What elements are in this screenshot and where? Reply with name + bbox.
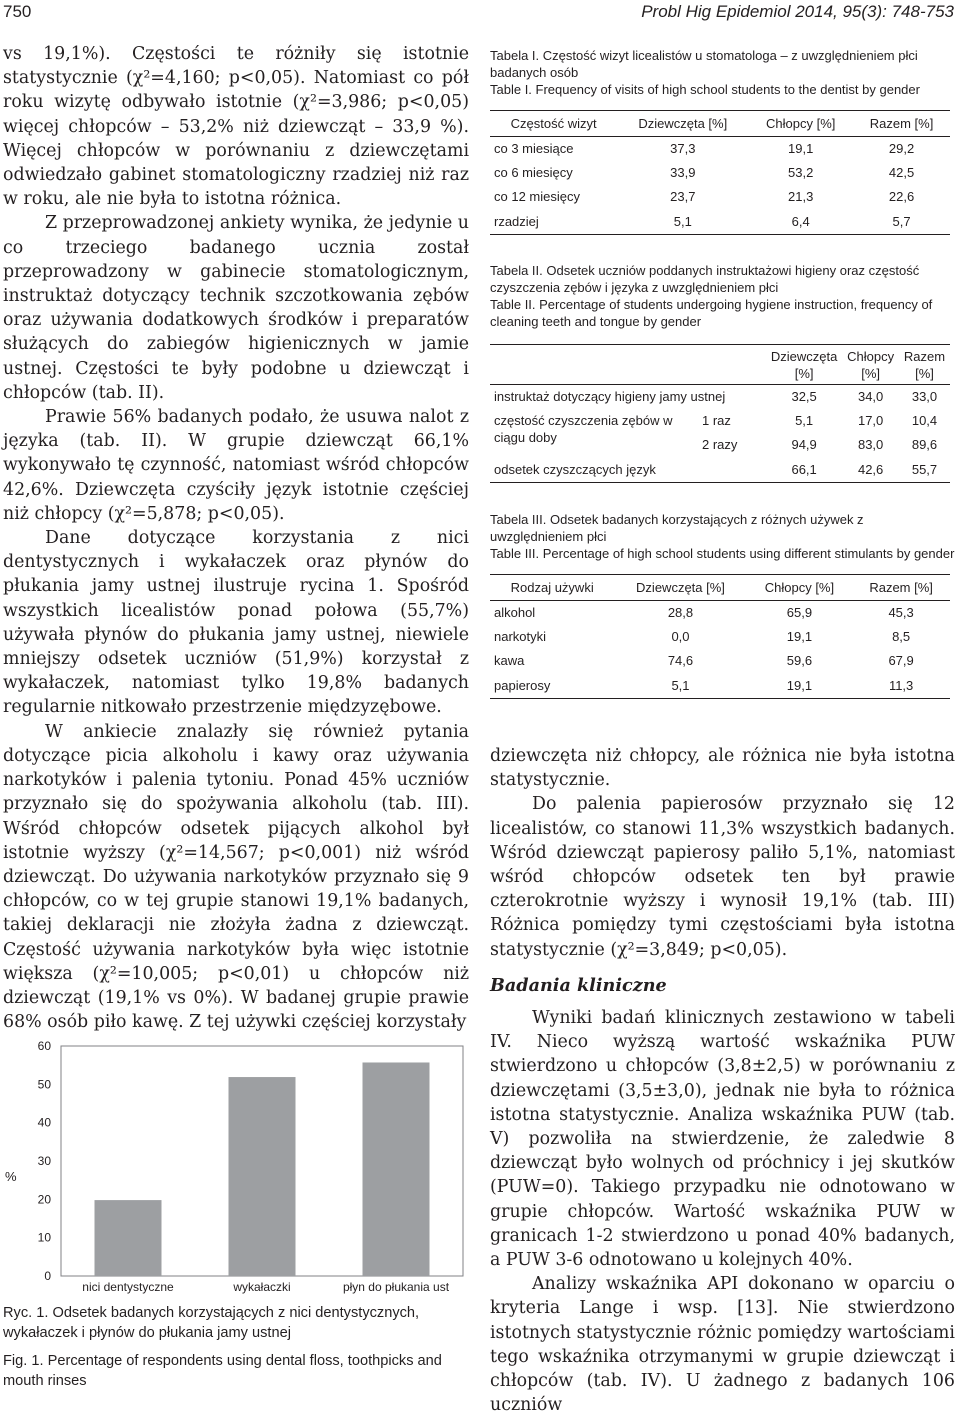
table-cell: 1 raz (702, 413, 731, 428)
table-2-caption-pl: Tabela II. Odsetek uczniów poddanych instruktażowi higieny oraz częstość czyszczenia zębów i języka z uwzględnieniem płci (490, 263, 920, 295)
table-1-caption-en: Table I. Frequency of visits of high school students to the dentist by gender (490, 82, 920, 97)
table-cell: 5,1 (671, 677, 690, 693)
table-3 (490, 574, 950, 699)
table-cell: instruktaż dotyczący higieny jamy ustnej (494, 389, 726, 405)
table-header: Chłopcy [%] (766, 116, 836, 131)
y-tick-label: 40 (37, 1115, 51, 1130)
table-header: Rodzaj używki (510, 580, 594, 595)
y-tick-label: 20 (37, 1192, 51, 1207)
paragraph: W ankiecie znalazły się również pytania dotyczące picia alkoholu i kawy oraz używania narkotyków i palenia tytoniu. Ponad 45% uczniów przyznało się do spożywania alkoholu (tab. III). Wśród chłopców odsetek pijących alkohol był istotnie wyższy (χ²=14,567; p<0,001) niż wśród dziewcząt. Do używania narkotyków przyznało się 9 chłopców, co w tej grupie stanowi 19,1% badanych, takiej deklaracji nie złożyła żadna z dziewcząt. Częstość używania narkotyków była więc istotnie większa (χ²=10,005; p<0,01) u chłopców niż dziewcząt (19,1% vs 0%). W badanej grupie prawie 68% osób piło kawę. Z tej używki częściej korzystały (3, 721, 469, 1033)
table-header: Razem [%] (869, 580, 933, 595)
paragraph: Z przeprowadzonej ankiety wynika, że jedynie u co trzeciego badanego ucznia został przeprowadzony w gabinecie stomatologicznym, instruktaż dotyczący technik szczotkowania zębów oraz używania dodatkowych środków i preparatów służących do zabiegów higienicznych w jamie ustnej. Częstości te były podobne u dziewcząt i chłopców (tab. II). (3, 213, 469, 403)
table-cell: 22,6 (888, 189, 915, 204)
table-header: Dziewczęta [%] (638, 116, 728, 131)
table-cell: 11,3 (888, 677, 914, 693)
table-cell: częstość czyszczenia zębów w ciągu doby (494, 412, 673, 445)
table-cell: papierosy (494, 677, 551, 693)
x-tick-label: wykałaczki (233, 1280, 291, 1294)
paragraph: Prawie 56% badanych podało, że usuwa nalot z języka (tab. II). W grupie dziewcząt 66,1% wykonywało tę czynność, natomiast wśród chłopców 42,6%. Dziewczęta czyściły język istotnie częściej niż chłopcy (χ²=5,878; p<0,05). (3, 407, 469, 524)
table-cell: 33,0 (911, 389, 938, 405)
table-cell: 89,6 (911, 437, 938, 452)
table-3-block (490, 511, 955, 699)
table-cell: 67,9 (888, 653, 914, 668)
table-cell: 2 razy (702, 437, 738, 452)
y-axis-ticks (38, 1039, 52, 1283)
table-cell: 8,5 (892, 629, 911, 644)
table-3-caption-pl: Tabela III. Odsetek badanych korzystających z różnych używek z uwzględnieniem płci (490, 512, 864, 544)
table-cell: 5,7 (892, 213, 911, 229)
table-cell: 45,3 (888, 605, 914, 621)
right-text-column (490, 744, 955, 1417)
table-cell: 19,1 (786, 629, 813, 644)
table-cell: 21,3 (788, 189, 814, 204)
x-tick-label: płyn do płukania ust (342, 1280, 450, 1294)
paragraph: Do palenia papierosów przyznało się 12 licealistów, co stanowi 11,3% wszystkich badanych. Wśród dziewcząt papierosy paliło 5,1%, natomiast wśród chłopców odsetek ten był prawie czterokrotnie wyższy i wynosił 19,1% (tab. III) Różnica pomiędzy tymi częstościami była istotna statystycznie (χ²=3,849; p<0,05). (490, 794, 955, 960)
table-cell: 23,7 (670, 189, 696, 204)
journal-citation: Probl Hig Epidemiol 2014, 95(3): 748-753 (641, 2, 954, 21)
table-cell: 65,9 (786, 605, 813, 621)
table-cell: 66,1 (791, 461, 817, 477)
table-cell: 37,3 (670, 141, 696, 157)
left-text-column (3, 42, 469, 1034)
table-cell: 19,1 (788, 141, 814, 157)
figure-caption-en: Fig. 1. Percentage of respondents using dental floss, toothpicks and mouth rinses (3, 1353, 442, 1389)
table-cell: co 6 miesięcy (494, 165, 573, 180)
table-cell: 5,1 (795, 413, 814, 428)
section-heading: Badania kliniczne (490, 974, 667, 996)
y-tick-label: 60 (37, 1039, 51, 1053)
table-header: Częstość wizyt (510, 116, 597, 131)
table-row (490, 409, 950, 433)
table-1 (490, 110, 950, 235)
table-row (490, 673, 950, 699)
table-row (490, 161, 950, 185)
table-cell: 32,5 (791, 389, 817, 405)
table-row (490, 649, 950, 673)
paragraph: dziewczęta niż chłopcy, ale różnica nie była istotna statystycznie. (490, 746, 955, 791)
table-1-block (490, 47, 955, 235)
table-cell: 29,2 (888, 141, 915, 157)
y-tick-label: 0 (44, 1269, 51, 1283)
bar (95, 1200, 162, 1276)
table-cell: 19,1 (786, 677, 813, 693)
table-cell: narkotyki (494, 629, 547, 644)
table-cell: co 3 miesiące (494, 141, 574, 157)
figure-1-caption (3, 1303, 469, 1399)
table-cell: 74,6 (667, 653, 694, 668)
table-cell: 42,5 (888, 165, 915, 180)
table-cell: 28,8 (667, 605, 694, 621)
y-axis-label: % (5, 1169, 17, 1184)
table-cell: 33,9 (670, 165, 696, 180)
y-tick-label: 50 (37, 1077, 51, 1092)
table-3-caption-en: Table III. Percentage of high school students using different stimulants by gender (490, 546, 955, 561)
table-cell: 42,6 (857, 461, 884, 477)
table-cell: 83,0 (857, 437, 884, 452)
paragraph: vs 19,1%). Częstości te różniły się istotnie statystycznie (χ²=4,160; p<0,05). Natomiast co pół roku wizytę odbywało istotnie (χ²=3,986; p<0,05) więcej chłopców – 53,2% niż dziewcząt – 33,9 %). Więcej chłopców w porównaniu z dziewczętami odwiedzało gabinet stomatologiczny rzadziej niż raz w roku, ale nie była to istotna różnica. (3, 44, 469, 210)
table-2-block (490, 262, 955, 483)
table-cell: 34,0 (857, 389, 884, 405)
table-cell: kawa (494, 653, 525, 668)
paragraph: Wyniki badań klinicznych zestawiono w tabeli IV. Nieco wyższą wartość wskaźnika PUW stwierdzono u chłopców (3,8±2,5) w porównaniu z dziewczętami (3,5±3,0), jednak nie była to różnica istotna statystycznie. Analiza wskaźnika PUW (tab. V) pozwoliła na stwierdzenie, że zaledwie 8 dziewcząt było wolnych od próchnicy i jej skutków (PUW=0). Takiego przypadku nie odnotowano w grupie chłopców. Wartość wskaźnika PUW w granicach 1-2 stwierdzono u ponad 40% badanych, a PUW 3-6 odnotowano u kolejnych 40%. (490, 1008, 955, 1271)
table-header: Chłopcy [%] (847, 348, 895, 381)
table-cell: 10,4 (911, 413, 938, 428)
table-cell: alkohol (494, 605, 536, 621)
x-axis-labels (82, 1280, 449, 1294)
table-row (490, 385, 950, 409)
page-number: 750 (3, 2, 32, 21)
table-header: Razem [%] (903, 348, 946, 381)
table-header: Dziewczęta [%] (770, 348, 838, 381)
table-cell: rzadziej (494, 213, 539, 229)
table-2-caption-en: Table II. Percentage of students undergoing hygiene instruction, frequency of cleaning teeth and tongue by gender (490, 297, 933, 329)
table-2 (490, 344, 950, 483)
table-header: Razem [%] (869, 116, 934, 131)
table-row (490, 185, 950, 209)
table-cell: 0,0 (671, 629, 690, 644)
figure-caption-pl: Ryc. 1. Odsetek badanych korzystających z nici dentystycznych, wykałaczek i płynów do płukania jamy ustnej (3, 1305, 420, 1341)
paragraph: Dane dotyczące korzystania z nici dentystycznych i wykałaczek oraz płynów do płukania jamy ustnej ilustruje rycina 1. Spośród wszystkich licealistów ponad połowa (55,7%) używała płynów do płukania jamy ustnej, niewiele mniejszy odsetek uczniów (51,9%) korzystał z wykałaczek, natomiast tylko 19,8% badanych regularnie nitkowało przestrzenie międzyzębowe. (3, 528, 469, 718)
table-header: Chłopcy [%] (764, 580, 835, 595)
figure-1-bar-chart (3, 1036, 469, 1298)
y-tick-label: 10 (37, 1230, 51, 1245)
y-tick-label: 30 (37, 1154, 51, 1168)
table-cell: 59,6 (786, 653, 813, 668)
table-cell: co 12 miesięcy (494, 189, 580, 204)
table-cell: 5,1 (673, 213, 692, 229)
bar (363, 1062, 430, 1276)
table-row (490, 137, 950, 161)
table-cell: 53,2 (788, 165, 814, 180)
table-cell: 55,7 (911, 461, 938, 477)
table-row (490, 601, 950, 625)
page-header (0, 0, 960, 34)
table-row (490, 625, 950, 649)
table-cell: 17,0 (857, 413, 884, 428)
table-cell: 94,9 (791, 437, 817, 452)
table-1-caption-pl: Tabela I. Częstość wizyt licealistów u stomatologa – z uwzględnieniem płci badanych osób (490, 48, 918, 80)
table-header: Dziewczęta [%] (636, 580, 725, 595)
paragraph: Analizy wskaźnika API dokonano w oparciu o kryteria Lange i wsp. [13]. Nie stwierdzono istotnych statystycznie różnic pomiędzy wartościami tego wskaźnika otrzymanymi w grupie dziewcząt i chłopców (tab. IV). U żadnego z badanych 106 uczniów (490, 1274, 955, 1416)
table-row (490, 209, 950, 235)
bar (229, 1077, 296, 1276)
table-cell: odsetek czyszczących język (494, 461, 656, 477)
x-tick-label: nici dentystyczne (82, 1280, 174, 1294)
table-row (490, 457, 950, 483)
table-cell: 6,4 (791, 213, 810, 229)
